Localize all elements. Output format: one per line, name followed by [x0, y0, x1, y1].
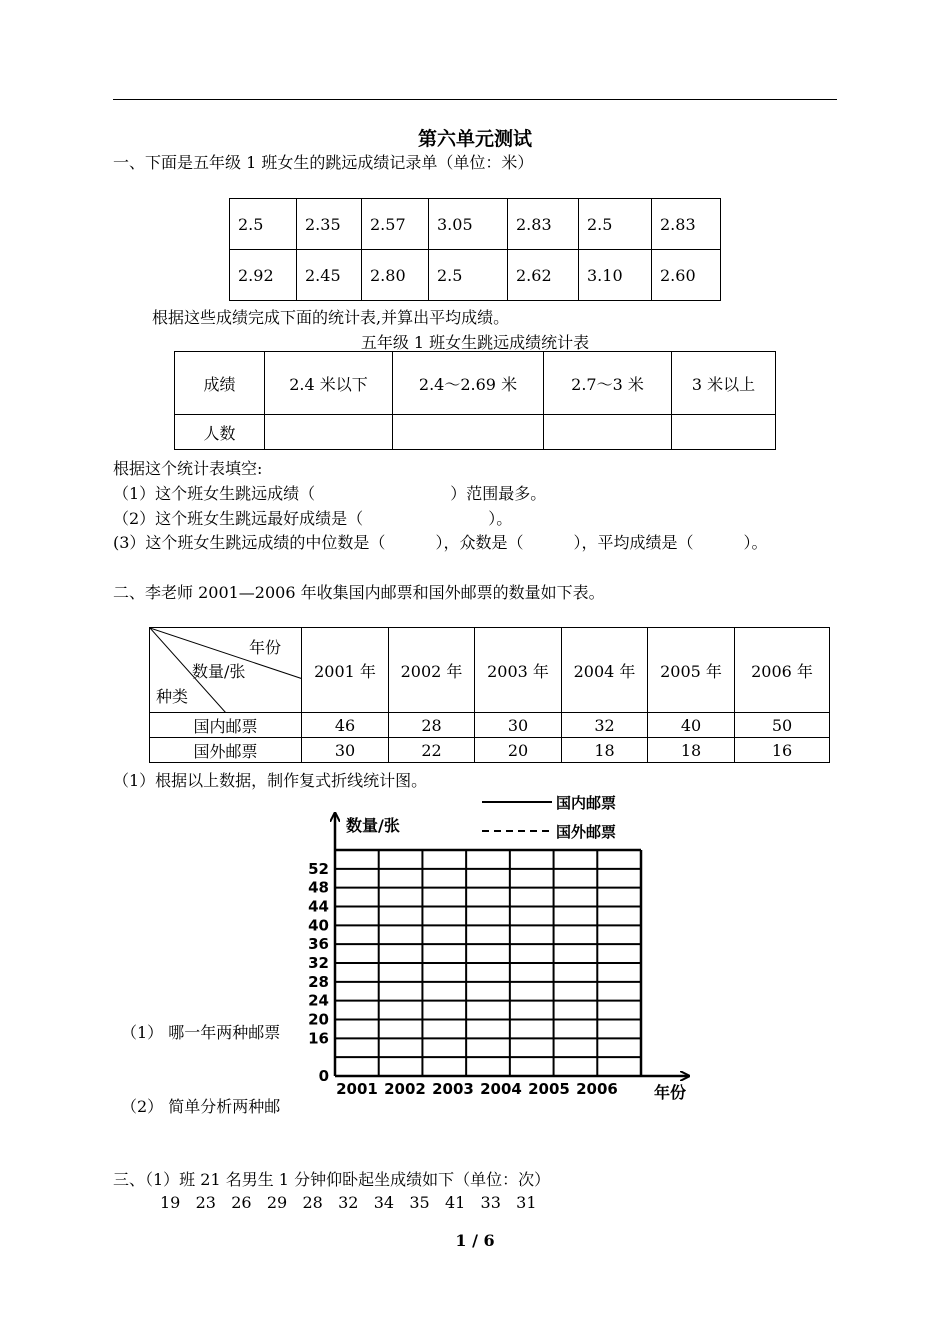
- table-cell: 40: [648, 713, 735, 738]
- table-row: [175, 415, 776, 450]
- y-axis-label: 数量/张: [346, 816, 400, 835]
- table-cell: 20: [475, 738, 562, 763]
- score-cell: 2.57: [362, 199, 429, 250]
- answer-cell[interactable]: [265, 415, 393, 450]
- score-cell: 2.5: [230, 199, 297, 250]
- stat-header-cell: 2.4～2.69 米: [393, 352, 544, 415]
- sub-question-3: (3）这个班女生跳远成绩的中位数是（ ），众数是（ ），平均成绩是（ ）。: [113, 533, 768, 552]
- y-tick-label: 40: [308, 916, 329, 935]
- table-cell: 22: [389, 738, 475, 763]
- y-tick-label: 44: [308, 897, 329, 916]
- score-cell: 3.05: [429, 199, 508, 250]
- page-title: 第六单元测试: [417, 128, 532, 150]
- stamp-table: [149, 627, 830, 763]
- score-cell: 3.10: [579, 250, 652, 301]
- x-axis-label: 年份: [654, 1083, 687, 1102]
- row-label: 国内邮票: [150, 713, 302, 738]
- stat-header-cell: 2.4 米以下: [265, 352, 393, 415]
- row-label: 国外邮票: [150, 738, 302, 763]
- table-row: [150, 738, 830, 763]
- y-tick-label: 28: [308, 972, 329, 991]
- table-row: [230, 250, 721, 301]
- stat-header-cell: 成绩: [175, 352, 265, 415]
- answer-cell[interactable]: [544, 415, 672, 450]
- year-header: 2002 年: [389, 628, 475, 713]
- corner-year-label: 年份: [249, 638, 282, 657]
- y-tick-label: 0: [318, 1067, 329, 1085]
- x-tick-label: 2004: [480, 1080, 522, 1098]
- q3-numbers: 19 23 26 29 28 32 34 35 41 33 31: [160, 1193, 537, 1212]
- x-tick-label: 2006: [576, 1080, 618, 1098]
- stat-header-cell: 2.7～3 米: [544, 352, 672, 415]
- sub-question-1: （1）这个班女生跳远成绩（ ）范围最多。: [113, 484, 547, 503]
- table-cell: 18: [562, 738, 648, 763]
- table-cell: 16: [735, 738, 830, 763]
- x-tick-label: 2003: [432, 1080, 474, 1098]
- year-header: 2001 年: [302, 628, 389, 713]
- table-cell: 32: [562, 713, 648, 738]
- y-tick-label: 52: [308, 859, 329, 878]
- chart-grid: [335, 850, 641, 1076]
- table-row: [150, 713, 830, 738]
- y-tick-label: 20: [308, 1010, 329, 1029]
- y-tick-label: 24: [308, 991, 329, 1010]
- y-tick-label: 16: [308, 1029, 329, 1048]
- table-row: [175, 352, 776, 415]
- diagonal-header-cell: [150, 628, 302, 713]
- score-record-table: [229, 198, 721, 301]
- score-cell: 2.60: [652, 250, 721, 301]
- year-header: 2004 年: [562, 628, 648, 713]
- fill-intro: 根据这个统计表填空:: [113, 459, 263, 478]
- q3-heading: 三、（1）班 21 名男生 1 分钟仰卧起坐成绩如下（单位：次）: [113, 1170, 551, 1189]
- corner-kind-label: 种类: [156, 687, 189, 706]
- y-tick-label: 36: [308, 935, 329, 954]
- y-tick-label: 32: [308, 954, 329, 972]
- score-cell: 2.62: [508, 250, 579, 301]
- table-row: [230, 199, 721, 250]
- stat-table-title: 五年级 1 班女生跳远成绩统计表: [360, 333, 590, 352]
- year-header: 2006 年: [735, 628, 830, 713]
- score-cell: 2.5: [579, 199, 652, 250]
- score-cell: 2.83: [652, 199, 721, 250]
- score-cell: 2.45: [297, 250, 362, 301]
- stat-header-cell: 3 米以上: [672, 352, 776, 415]
- answer-cell[interactable]: [672, 415, 776, 450]
- score-cell: 2.35: [297, 199, 362, 250]
- q2-question-b: （2） 简单分析两种邮: [121, 1094, 299, 1117]
- stat-table: [174, 351, 776, 450]
- year-header: 2003 年: [475, 628, 562, 713]
- x-tick-label: 2005: [528, 1080, 570, 1098]
- page-number: 1 / 6: [455, 1231, 495, 1250]
- y-tick-label: 48: [308, 878, 329, 897]
- year-header: 2005 年: [648, 628, 735, 713]
- table-cell: 30: [302, 738, 389, 763]
- answer-cell[interactable]: [393, 415, 544, 450]
- table-cell: 30: [475, 713, 562, 738]
- x-tick-label: 2002: [384, 1080, 426, 1098]
- table-cell: 18: [648, 738, 735, 763]
- table-cell: 28: [389, 713, 475, 738]
- q2-question-a: （1） 哪一年两种邮票: [121, 1020, 299, 1043]
- line-chart: [300, 790, 720, 1110]
- legend-label-foreign: 国外邮票: [556, 823, 617, 841]
- table-cell: 46: [302, 713, 389, 738]
- header-rule: [113, 99, 837, 100]
- score-cell: 2.5: [429, 250, 508, 301]
- corner-qty-label: 数量/张: [192, 662, 246, 681]
- q2-task: （1）根据以上数据，制作复式折线统计图。: [113, 771, 428, 790]
- table-row: [150, 628, 830, 713]
- table-cell: 50: [735, 713, 830, 738]
- x-tick-label: 2001: [336, 1080, 378, 1098]
- score-cell: 2.92: [230, 250, 297, 301]
- score-cell: 2.80: [362, 250, 429, 301]
- stat-row-label: 人数: [175, 415, 265, 450]
- sub-question-2: （2）这个班女生跳远最好成绩是（ ）。: [113, 509, 513, 528]
- q1-instruction: 根据这些成绩完成下面的统计表,并算出平均成绩。: [152, 308, 510, 327]
- legend-label-domestic: 国内邮票: [556, 794, 617, 812]
- score-cell: 2.83: [508, 199, 579, 250]
- q1-heading: 一、下面是五年级 1 班女生的跳远成绩记录单（单位：米）: [113, 153, 534, 172]
- q2-heading: 二、李老师 2001—2006 年收集国内邮票和国外邮票的数量如下表。: [113, 583, 605, 602]
